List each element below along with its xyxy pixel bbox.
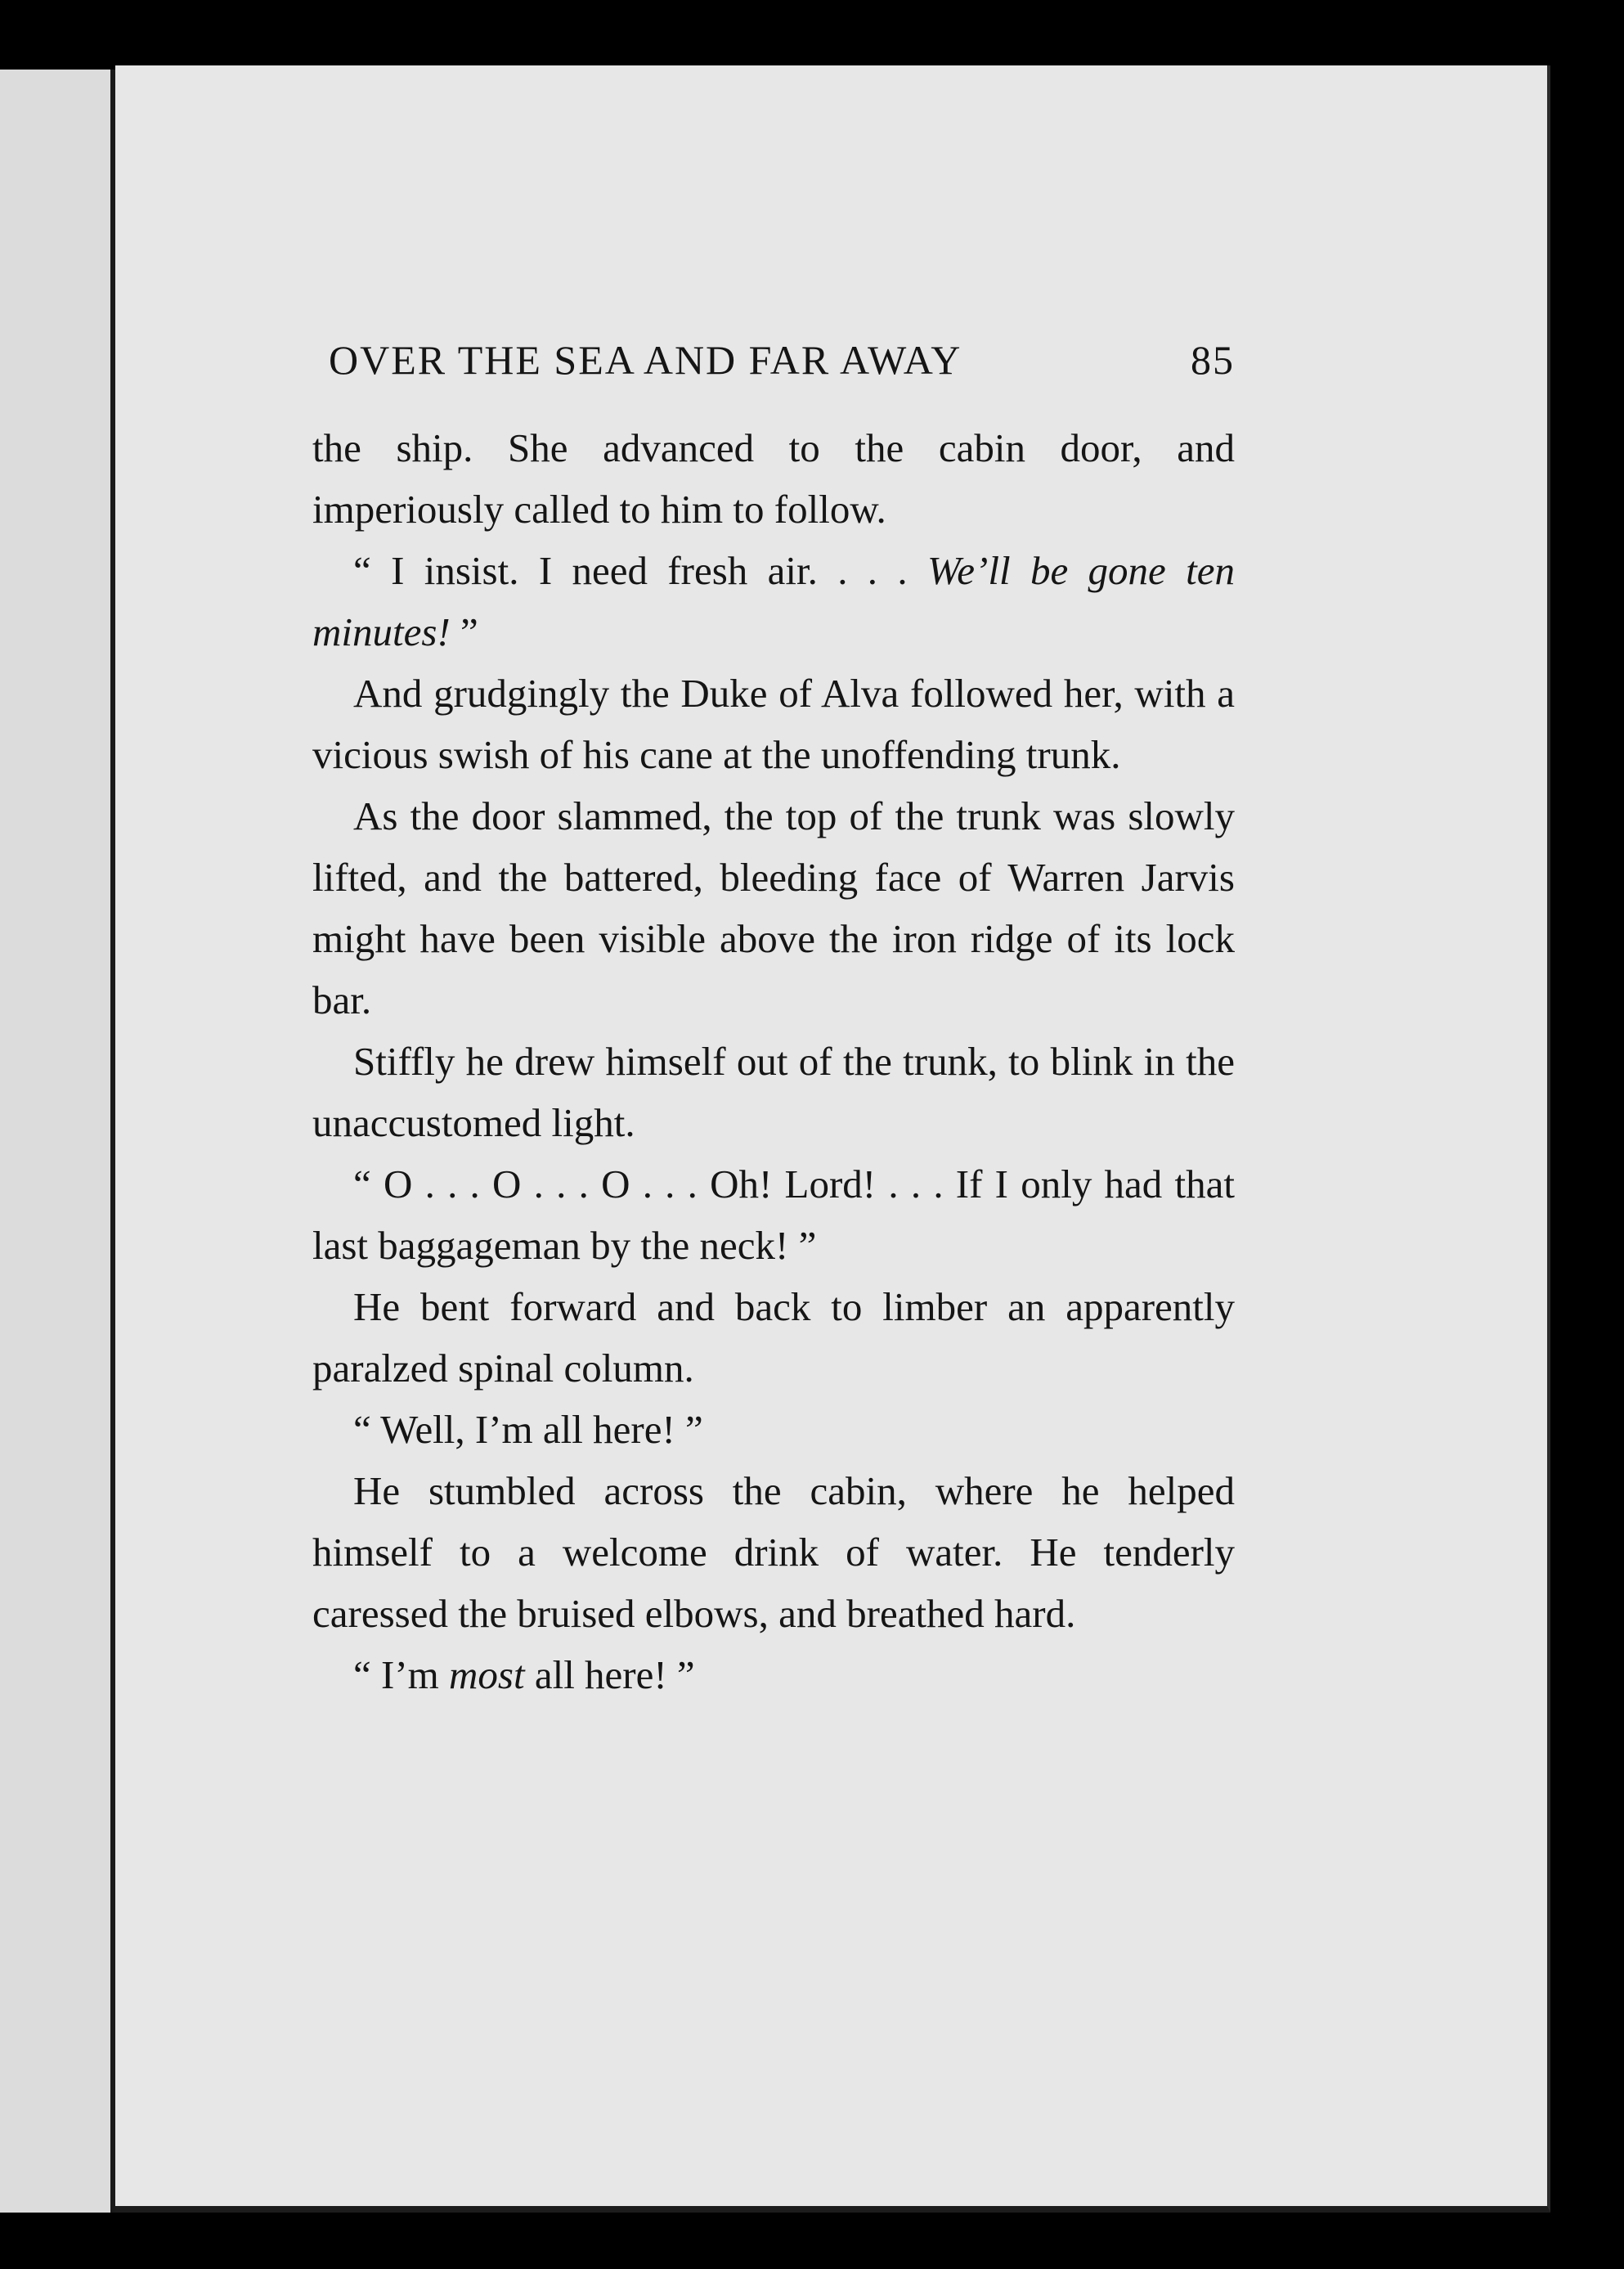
- paragraph: [312, 1399, 1235, 1460]
- left-page-edge: [0, 70, 115, 2213]
- paragraph: [312, 1460, 1235, 1644]
- paragraph: [312, 1153, 1235, 1276]
- paragraph-text: all here! ”: [524, 1652, 695, 1697]
- paragraph-text: the ship. She advanced to the cabin door, and imperiously called to him to follow.: [312, 425, 1235, 532]
- paragraph-text: He stumbled across the cabin, where he helped himself to a welcome drink of water. He tenderly caressed the bruised elbows, and breathed hard.: [312, 1468, 1235, 1636]
- paragraph-text: ”: [460, 609, 478, 654]
- body-text: [312, 417, 1235, 1705]
- paragraph-text: “ Well, I’m all here! ”: [353, 1407, 703, 1452]
- paragraph-text: “ I’m: [353, 1652, 449, 1697]
- paragraph: [312, 1644, 1235, 1705]
- paragraph-text: He bent forward and back to limber an apparently paralzed spinal column.: [312, 1284, 1235, 1391]
- paragraph-text: As the door slammed, the top of the trunk was slowly lifted, and the battered, bleeding face of Warren Jarvis might have been visible above the iron ridge of its lock bar.: [312, 793, 1235, 1022]
- paragraph: [312, 785, 1235, 1031]
- italic-text: most: [449, 1652, 525, 1697]
- text-block: [312, 326, 1235, 1705]
- running-head: [312, 326, 1235, 394]
- paragraph: [312, 1031, 1235, 1153]
- paragraph: [312, 540, 1235, 663]
- paragraph: [312, 417, 1235, 540]
- running-head-title: OVER THE SEA AND FAR AWAY: [329, 337, 962, 383]
- paragraph: [312, 663, 1235, 785]
- page-number: 85: [1191, 337, 1235, 383]
- paragraph-text: And grudgingly the Duke of Alva followed her, with a vicious swish of his cane at the unoffending trunk.: [312, 671, 1235, 777]
- paragraph-text: “ O . . . O . . . O . . . Oh! Lord! . . . If I only had that last baggageman by the neck! ”: [312, 1161, 1235, 1268]
- paragraph: [312, 1276, 1235, 1399]
- paragraph-text: “ I insist. I need fresh air. . . .: [353, 548, 927, 593]
- italic-text: We’ll be gone ten minutes!: [312, 548, 1235, 654]
- paragraph-text: Stiffly he drew himself out of the trunk, to blink in the unaccustomed light.: [312, 1039, 1235, 1145]
